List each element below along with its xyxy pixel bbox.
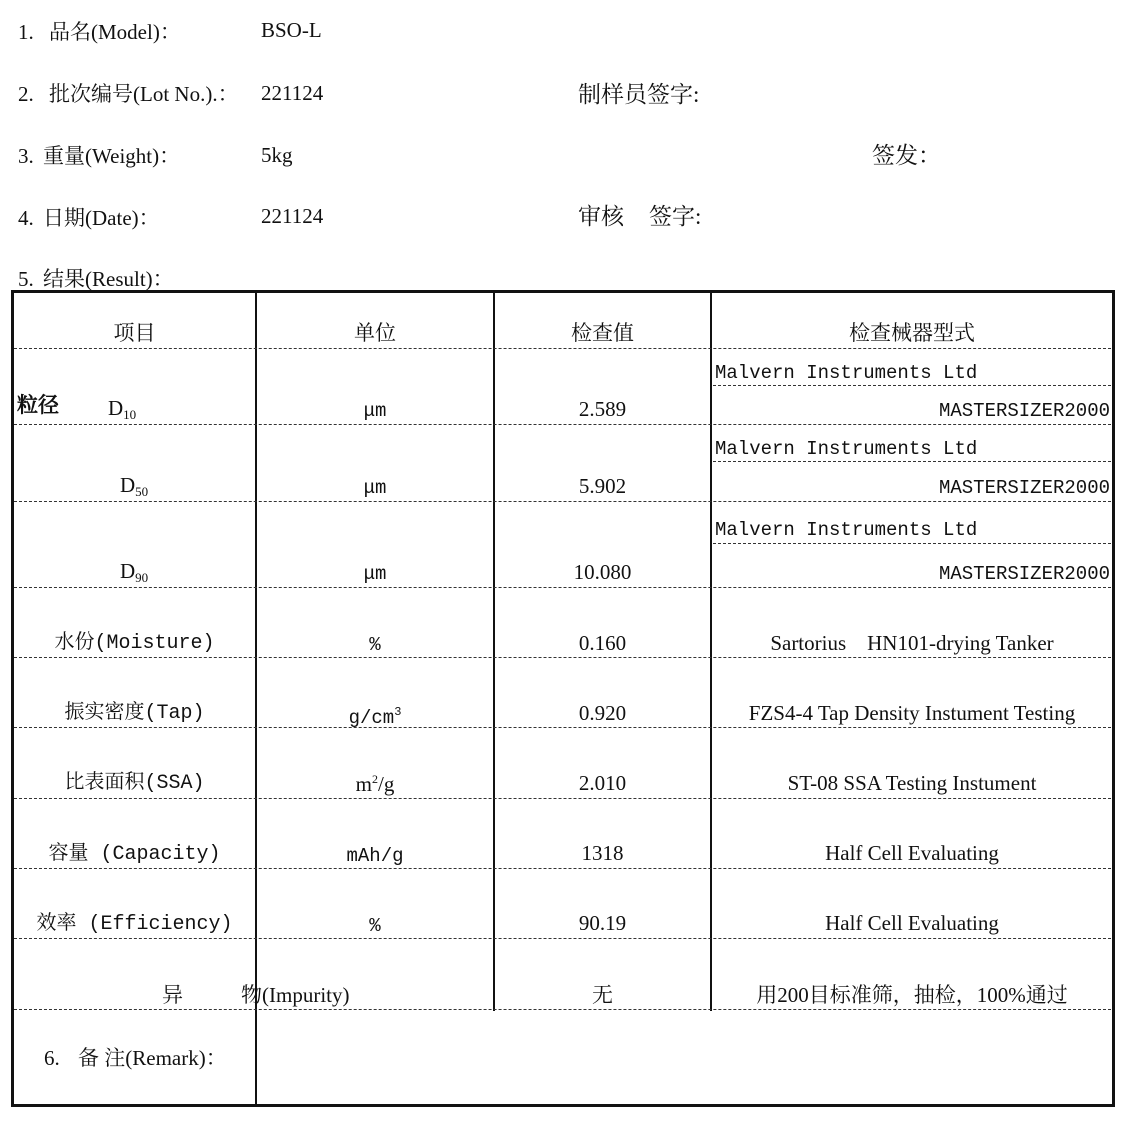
issue-sign-label: 签发： [872,143,941,168]
row-divider [14,798,1111,799]
row-divider [14,424,1111,425]
tap-value: 0.920 [578,701,627,725]
row-divider [14,727,1111,728]
row-divider [14,587,1111,588]
row-divider [14,868,1111,869]
ssa-equipment: ST-08 SSA Testing Instument [787,771,1037,795]
d90-equip-model: MASTERSIZER2000 [938,563,1110,585]
impurity-label-a: 异 [162,983,183,1007]
lot-num: 2. [18,82,34,106]
d10-item: $D_{10}$ [108,396,137,422]
moisture-unit: % [369,634,381,656]
capacity-item: 容量 (Capacity) [48,843,221,866]
capacity-unit: mAh/g [346,845,404,867]
d10-equip-maker: Malvern Instruments Ltd [715,362,978,384]
row-divider [14,501,1111,502]
d10-unit: μm [363,400,387,422]
d90-item: $D_{90}$ [120,559,149,585]
row-divider [14,657,1111,658]
impurity-label-b: 物(Impurity) [241,983,350,1007]
row-divider [713,461,1111,462]
date-value: 221124 [261,204,324,228]
header-equipment: 检查械器型式 [849,321,975,345]
d50-equip-maker: Malvern Instruments Ltd [715,438,978,460]
capacity-value: 1318 [581,841,624,865]
particle-size-label: 粒径 [17,393,59,417]
capacity-equipment: Half Cell Evaluating [825,841,999,865]
header-item: 项目 [113,321,156,345]
d90-unit: μm [363,563,387,585]
row-divider [713,385,1111,386]
efficiency-value: 90.19 [578,911,627,935]
ssa-item: 比表面积(SSA) [64,772,205,795]
row-divider [14,938,1111,939]
remark-label: 备 注(Remark)： [78,1046,227,1070]
moisture-item: 水份(Moisture) [54,632,215,655]
weight-num: 3. [18,144,34,168]
lot-value: 221124 [261,81,324,105]
tap-unit: $g/cm^3$ [348,705,402,729]
d90-value: 10.080 [573,560,632,584]
remark-num: 6. [44,1046,60,1070]
weight-value: 5kg [261,143,293,167]
weight-label: 重量(Weight)： [43,144,181,168]
review-label: 审核 [578,204,624,229]
date-num: 4. [18,206,34,230]
header-unit: 单位 [354,321,396,345]
d10-value: 2.589 [578,397,627,421]
efficiency-unit: % [369,915,381,937]
tap-item: 振实密度(Tap) [64,702,205,725]
lot-label: 批次编号(Lot No.).： [49,82,239,106]
tap-equipment: FZS4-4 Tap Density Instument Testing [748,701,1076,725]
impurity-value: 无 [592,983,613,1007]
d90-equip-maker: Malvern Instruments Ltd [715,519,978,541]
sampler-sign-label: 制样员签字: [578,82,700,107]
efficiency-equipment: Half Cell Evaluating [825,911,999,935]
row-divider [14,348,1111,349]
d50-item: $D_{50}$ [120,473,149,499]
moisture-value: 0.160 [578,631,627,655]
d50-unit: μm [363,477,387,499]
model-num: 1. [18,20,34,44]
header-value: 检查值 [571,321,634,345]
impurity-method: 用200目标准筛，抽检，100%通过 [756,983,1068,1007]
row-divider [14,1009,1111,1010]
d10-equip-model: MASTERSIZER2000 [938,400,1110,422]
model-value: BSO-L [261,18,322,42]
result-label: 结果(Result)： [43,267,174,291]
d50-equip-model: MASTERSIZER2000 [938,477,1110,499]
d50-value: 5.902 [578,474,627,498]
date-label: 日期(Date)： [43,206,160,230]
ssa-unit: $m^2/g$ [355,772,395,796]
moisture-equipment: Sartorius HN101-drying Tanker [770,631,1054,655]
efficiency-item: 效率 (Efficiency) [36,913,233,936]
review-sign-label: 签字: [649,204,702,229]
result-num: 5. [18,267,34,291]
model-label: 品名(Model)： [49,20,181,44]
ssa-value: 2.010 [578,771,627,795]
row-divider [713,543,1111,544]
